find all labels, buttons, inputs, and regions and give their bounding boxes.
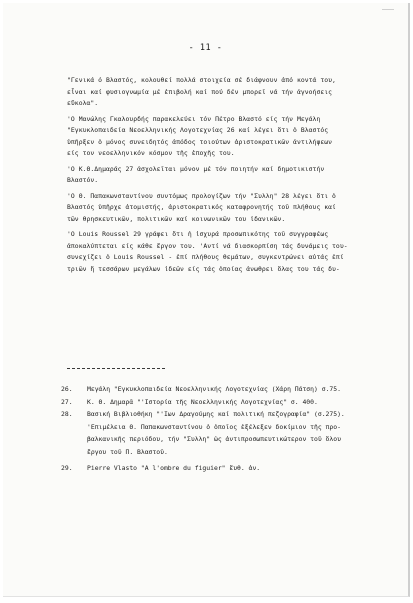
text-line: βαλκανικῆς περιόδου, τήν "Συλλη" ὡς ἀντιπροσωπευτικώτερον τοῦ ὅλου [87,435,341,443]
footnote-text: Pierre Vlasto "A l'ombre du figuier" ἔυθ. ἀν. [87,464,261,472]
text-line: 'Ο Μανώλης Γκαλουρδής παρακελεύει τόν Πέτρο Βλαστό είς τήν Μεγάλη [67,114,321,123]
footnote [61,383,401,396]
text-line: "Γενικά ό Βλαστός, κολουθεί πολλά στοιχεία σέ διάφνουν ἀπό κοντά του, [67,76,336,84]
footnote-text: Κ. Θ. Δημαρᾶ "'Ιστορία τῆς Νεοελληνικής Λογοτεχνίας" σ. 400. [87,397,318,406]
text-line: 'Επιμέλεια Θ. Παπακωνσταντίνου ὁ ὁποῖος ἐξέλεξεν δοκίμιον τῆς προ- [87,422,341,431]
paragraph [67,75,397,110]
paragraph [67,114,397,160]
footnote [61,396,401,409]
footnotes [61,383,401,475]
text-line: τῶν θρησκευτικῶν, πολιτικῶν καί κοινωνικῶν του ἰδανικῶν. [67,214,286,223]
text-line: Βλαστός ὑπῆρχε ἀτομιστής, ἀριστοκρατικός καταφρονητής τοῦ πλήθους καί [67,203,336,211]
document-page [3,3,410,597]
footnote-number: 27. [61,397,73,406]
text-line: "Εγκυκλοπαιδεία Νεοελληνικής Λογοτεχνίας 26 καί λέγει ὅτι ὁ Βλαστός [67,126,329,134]
text-line: είς τον νεοελληνικόν κόσμον τῆς ἐποχῆς του. [67,149,235,157]
body-text [67,75,397,277]
paragraph [67,229,397,275]
text-line: ἔργου τοῦ Π. Βλαστοῦ. [87,447,168,456]
text-line: 'Ο Θ. Παπακωνσταντίνου συντόμως προλογίζων τήν "Συλλη" 28 λέγει ὅτι ὁ [67,191,336,200]
text-line: εἶναι καί φυσιογνωμία μέ ἐπιβολή καί πού δέν μπορεῖ νά τήν ἀγνοήσεις [67,87,333,96]
scan-artifact [382,9,394,10]
text-line: εὔκολα". [67,99,99,107]
footnote-number: 26. [61,385,73,393]
footnote [61,408,401,458]
text-line: 'Ο Κ.Θ.Δημαράς 27 ἀσχολεῖται μόνον μέ τόν ποιητήν καί δημοτικιστήν [67,164,325,173]
text-line: τριῶν ἤ τεσσάρων μεγάλων ἰδεῶν είς τάς ὁποίας ἀνωθρει ὅλας του τάς δυ- [67,264,340,273]
paragraph [67,164,397,187]
text-line: 'Ο Louis Roussel 29 γράφει ὅτι ἡ ἰσχυρά προσωπικότης τοῦ συγγραφέως [67,230,329,238]
footnote [61,462,401,475]
text-line: Βασική Βιβλιοθήκη "'Ιων Δραγούμης καί πολιτική πεζογραφία" (σ.275). [87,410,345,418]
footnote-separator [67,368,165,369]
text-line: συνεχίζει ὁ Louis Roussel - ἐπί πλήθους θεμάτων, συγκεντρώνει αὐτάς ἐπί [67,253,344,261]
text-line: ἀποκαλύπτεται είς κάθε ἔργον του. 'Αντί νά διασκορπίση τάς δυνάμεις του- [67,241,348,250]
paragraph [67,191,397,226]
text-line: ὑπῆρξεν ὁ μόνος συνειδητός ἀπόδος τοιούτων ἀριστοκρατικῶν ἀντιλήψεων [67,137,333,146]
page-number: - 11 - [188,43,223,53]
text-line: Βλαστόν. [67,176,99,184]
footnote-text [87,408,401,458]
footnote-number: 28. [61,410,73,418]
footnote-number: 29. [61,464,73,472]
footnote-text: Μεγάλη "Εγκυκλοπαιδεία Νεοελληνικής Λογοτεχνίας (Χάρη Πάτση) σ.75. [87,385,341,393]
